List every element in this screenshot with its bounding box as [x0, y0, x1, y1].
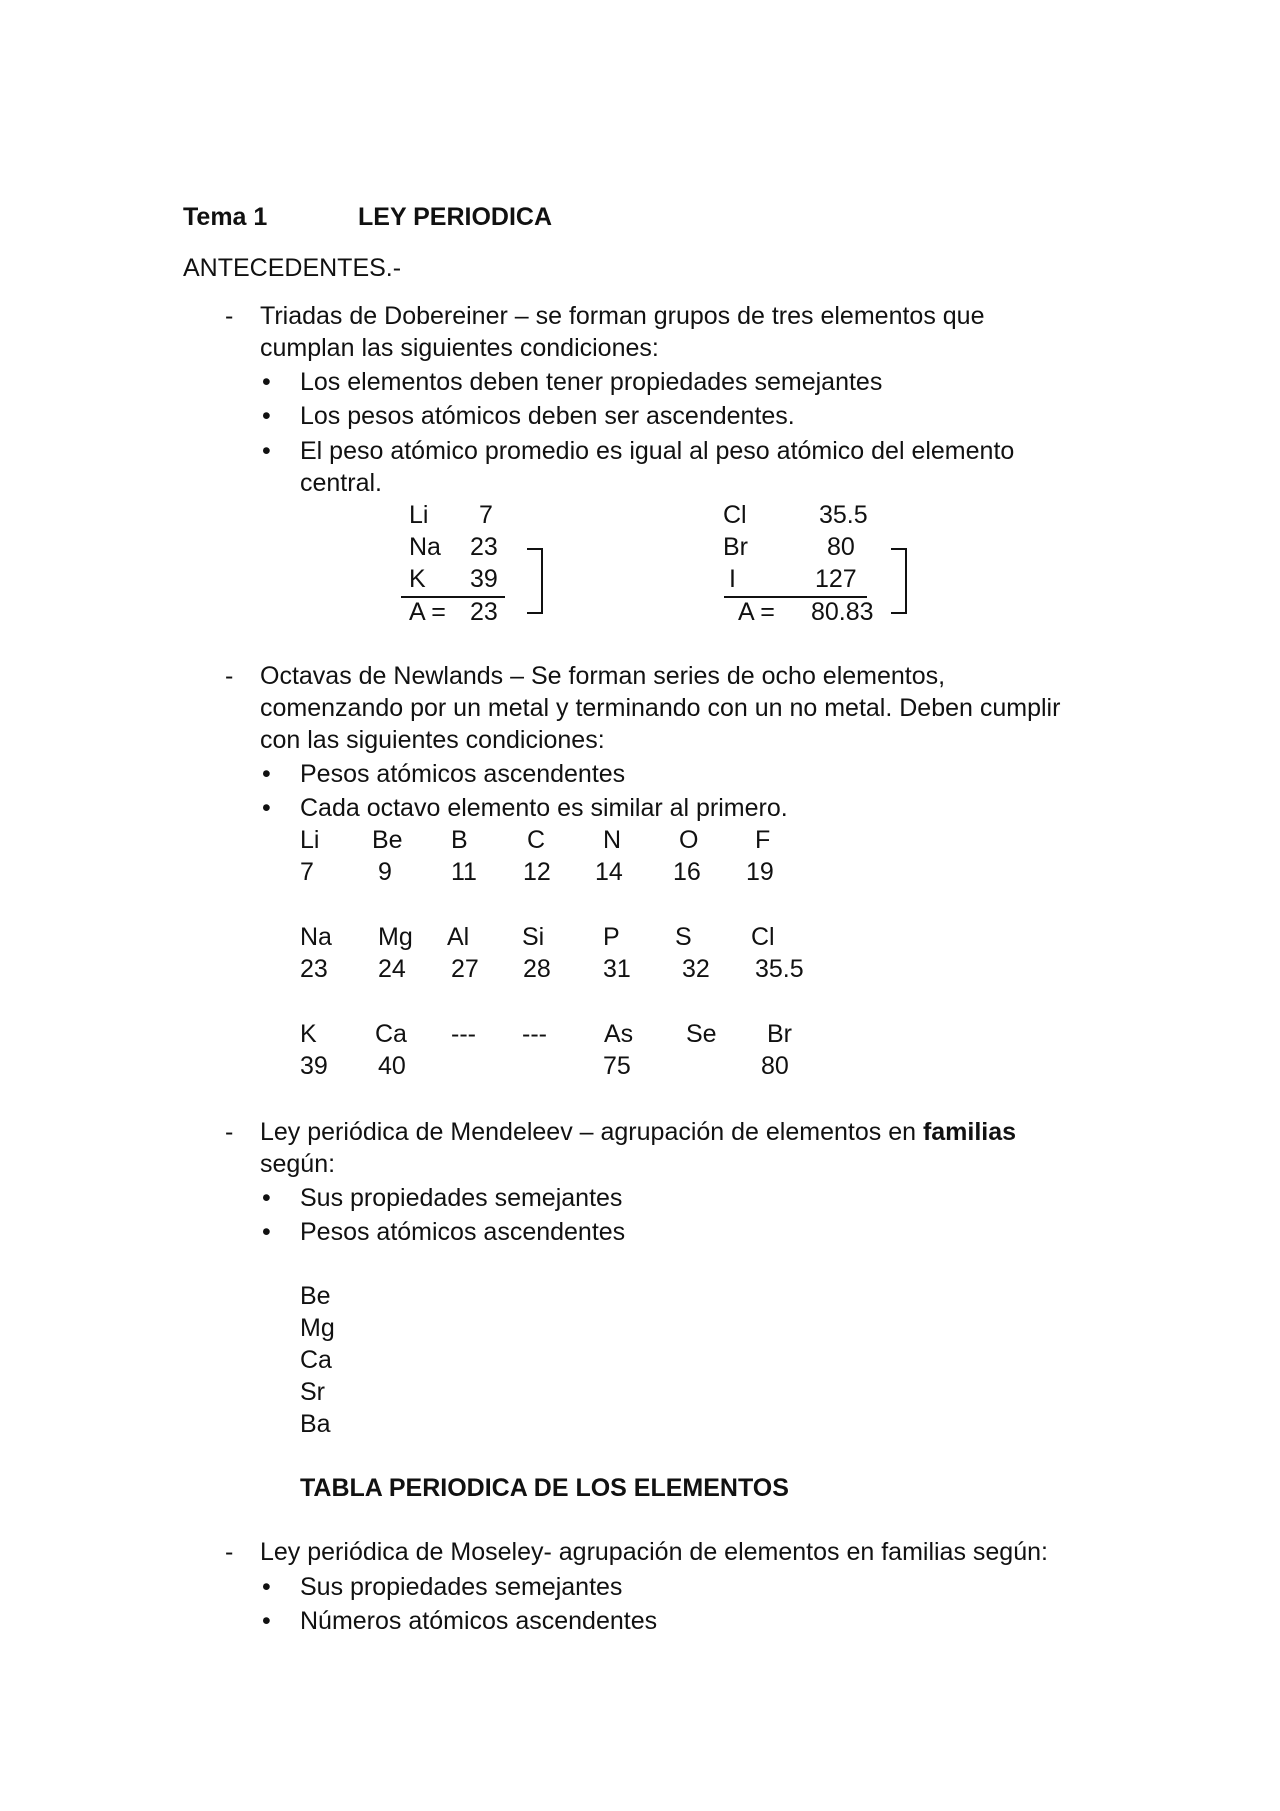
element-symbol: Br [767, 1020, 792, 1048]
element-weight: 7 [300, 858, 314, 886]
element-symbol: P [603, 923, 620, 951]
bullet-text: Los elementos deben tener propiedades semejantes [300, 368, 883, 396]
element-weight: 32 [682, 955, 710, 983]
bullet-text: Sus propiedades semejantes [300, 1573, 623, 1601]
bullet-icon: • [262, 794, 271, 822]
average-value: 23 [470, 598, 498, 626]
dash-marker: - [225, 662, 234, 690]
element-weight: 9 [378, 858, 392, 886]
triad-symbol: I [729, 565, 736, 593]
topic-number: Tema 1 [183, 203, 268, 231]
family-element: Ba [300, 1410, 331, 1438]
element-weight: 11 [451, 858, 477, 886]
element-weight: 14 [595, 858, 623, 886]
triad-weight: 80 [827, 533, 855, 561]
triad-weight: 7 [479, 501, 493, 529]
section-heading: ANTECEDENTES.- [183, 254, 402, 282]
bullet-text: Cada octavo elemento es similar al primero. [300, 794, 788, 822]
newlands-line-1: Octavas de Newlands – Se forman series de ocho elementos, [260, 662, 946, 690]
bullet-text: Pesos atómicos ascendentes [300, 760, 626, 788]
element-symbol: S [675, 923, 692, 951]
dobereiner-line-2: cumplan las siguientes condiciones: [260, 334, 659, 362]
bullet-icon: • [262, 1184, 271, 1212]
mendeleev-line-1-text: Ley periódica de Mendeleev – agrupación de elementos en [260, 1118, 923, 1146]
element-symbol: O [679, 826, 699, 854]
bullet-text: El peso atómico promedio es igual al peso atómico del elemento [300, 437, 1015, 465]
element-symbol: K [300, 1020, 317, 1048]
moseley-line-1: Ley periódica de Moseley- agrupación de elementos en familias según: [260, 1538, 1048, 1566]
average-label: A = [738, 598, 775, 626]
triad-symbol: K [409, 565, 426, 593]
bullet-icon: • [262, 1607, 271, 1635]
element-symbol: Na [300, 923, 332, 951]
element-weight: 28 [523, 955, 551, 983]
family-element: Ca [300, 1346, 332, 1374]
triad-symbol: Na [409, 533, 441, 561]
emphasis-familias: familias [922, 1118, 1017, 1146]
element-weight: 39 [300, 1052, 328, 1080]
family-element: Sr [300, 1378, 325, 1406]
bullet-text-continuation: central. [300, 469, 382, 497]
element-symbol: As [604, 1020, 634, 1048]
bullet-icon: • [262, 1218, 271, 1246]
triad-symbol: Br [723, 533, 748, 561]
element-symbol: Mg [378, 923, 413, 951]
element-weight: 80 [761, 1052, 789, 1080]
triad-weight: 127 [815, 565, 857, 593]
element-weight: 24 [378, 955, 406, 983]
element-symbol: F [755, 826, 771, 854]
dash-marker: - [225, 1538, 234, 1566]
element-symbol: Si [522, 923, 545, 951]
triad-weight: 39 [470, 565, 498, 593]
bullet-text: Los pesos atómicos deben ser ascendentes. [300, 402, 795, 430]
element-weight: 27 [451, 955, 479, 983]
family-element: Be [300, 1282, 331, 1310]
bullet-icon: • [262, 760, 271, 788]
bullet-text: Sus propiedades semejantes [300, 1184, 623, 1212]
newlands-line-3: con las siguientes condiciones: [260, 726, 605, 754]
element-symbol: --- [522, 1020, 547, 1048]
element-weight: 75 [603, 1052, 631, 1080]
mendeleev-line-1 [260, 1120, 1016, 1145]
element-symbol: Ca [375, 1020, 407, 1048]
element-weight: 35.5 [755, 955, 804, 983]
triad-weight: 23 [470, 533, 498, 561]
element-weight: 31 [603, 955, 631, 983]
element-weight: 40 [378, 1052, 406, 1080]
element-weight: 16 [673, 858, 701, 886]
page-title: LEY PERIODICA [358, 203, 553, 231]
newlands-line-2: comenzando por un metal y terminando con un no metal. Deben cumplir [260, 694, 1061, 722]
bracket-shape [891, 548, 907, 614]
bullet-text: Números atómicos ascendentes [300, 1607, 658, 1635]
element-symbol: N [603, 826, 622, 854]
element-symbol: C [527, 826, 546, 854]
table-title: TABLA PERIODICA DE LOS ELEMENTOS [300, 1474, 789, 1502]
element-symbol: Be [372, 826, 403, 854]
dash-marker: - [225, 1118, 234, 1146]
dobereiner-line-1: Triadas de Dobereiner – se forman grupos de tres elementos que [260, 302, 985, 330]
triad-weight: 35.5 [819, 501, 868, 529]
triad-symbol: Li [409, 501, 429, 529]
element-symbol: Se [686, 1020, 717, 1048]
element-symbol: Al [447, 923, 470, 951]
average-value: 80.83 [811, 598, 874, 626]
element-symbol: Li [300, 826, 320, 854]
bullet-text: Pesos atómicos ascendentes [300, 1218, 626, 1246]
bullet-icon: • [262, 368, 271, 396]
family-element: Mg [300, 1314, 335, 1342]
mendeleev-line-2: según: [260, 1150, 336, 1178]
bullet-icon: • [262, 437, 271, 465]
element-symbol: Cl [751, 923, 775, 951]
bracket-shape [527, 548, 543, 614]
bullet-icon: • [262, 402, 271, 430]
element-symbol: --- [451, 1020, 476, 1048]
element-weight: 19 [746, 858, 774, 886]
dash-marker: - [225, 302, 234, 330]
element-symbol: B [451, 826, 468, 854]
element-weight: 12 [523, 858, 551, 886]
triad-symbol: Cl [723, 501, 747, 529]
average-label: A = [409, 598, 446, 626]
element-weight: 23 [300, 955, 328, 983]
bullet-icon: • [262, 1573, 271, 1601]
